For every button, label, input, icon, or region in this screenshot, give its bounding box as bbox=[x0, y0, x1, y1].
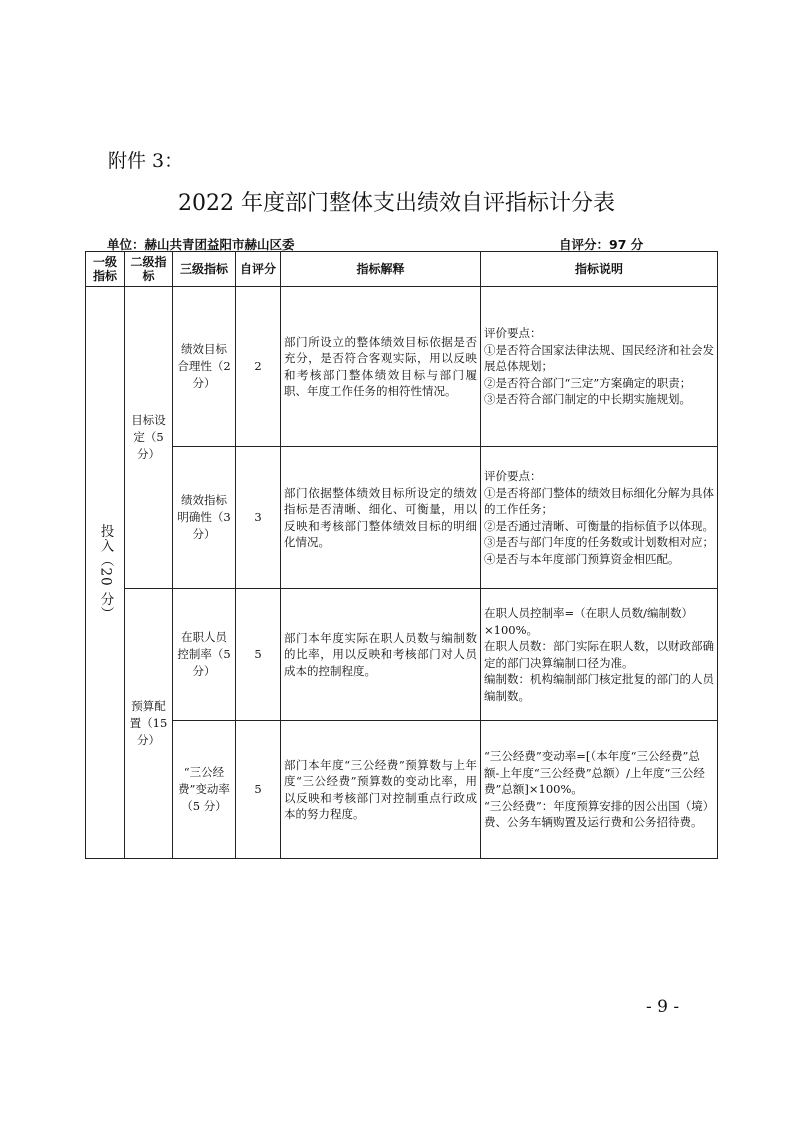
header-level2: 二级指标 bbox=[125, 252, 173, 287]
description-cell bbox=[481, 287, 718, 447]
description-line: ④是否与本年度部门预算资金相匹配。 bbox=[484, 551, 680, 566]
description-line: 在职人员数：部门实际在职人数，以财政部确定的部门决算编制口径为准。 bbox=[484, 639, 714, 670]
score-table bbox=[85, 251, 718, 859]
description-cell bbox=[481, 721, 718, 859]
description-line: ①是否符合国家法律法规、国民经济和社会发展总体规划； bbox=[484, 342, 714, 374]
page-number: - 9 - bbox=[646, 997, 680, 1017]
self-score-label: 自评分：97 分 bbox=[559, 237, 644, 252]
level3-cell: 绩效指标明确性（3 分） bbox=[173, 447, 236, 589]
explanation-cell: 部门本年度实际在职人员数与编制数的比率，用以反映和考核部门对人员成本的控制程度。 bbox=[281, 589, 481, 721]
attachment-label: 附件 3： bbox=[108, 150, 184, 172]
description-line: ①是否将部门整体的绩效目标细化分解为具体的工作任务； bbox=[484, 485, 714, 516]
header-description: 指标说明 bbox=[481, 252, 718, 287]
description-line: “三公经费”变动率=[（本年度“三公经费”总额-上年度“三公经费”总额）/上年度“三公经费”总额]×100%。 bbox=[484, 749, 705, 797]
header-level1: 一级指标 bbox=[86, 252, 125, 287]
level3-cell: 绩效目标合理性（2 分） bbox=[173, 287, 236, 447]
table-row bbox=[86, 589, 718, 721]
header-explanation: 指标解释 bbox=[281, 252, 481, 287]
level1-cell bbox=[86, 287, 125, 859]
header-row bbox=[86, 252, 718, 287]
description-line: ③是否符合部门制定的中长期实施规划。 bbox=[484, 392, 691, 407]
description-line: “三公经费”：年度预算安排的因公出国（境）费、公务车辆购置及运行费和公务招待费。 bbox=[484, 798, 709, 830]
score-cell: 5 bbox=[236, 589, 281, 721]
unit-label: 单位：赫山共青团益阳市赫山区委 bbox=[107, 237, 295, 252]
level2-cell: 目标设定（5 分） bbox=[125, 287, 173, 589]
description-line: ②是否通过清晰、可衡量的指标值予以体现。③是否与部门年度的任务数或计划数相对应； bbox=[484, 518, 714, 549]
description-line: 评价要点： bbox=[484, 469, 542, 483]
level2-cell: 预算配置（15 分） bbox=[125, 589, 173, 859]
score-cell: 3 bbox=[236, 447, 281, 589]
page-title: 2022 年度部门整体支出绩效自评指标计分表 bbox=[178, 191, 615, 216]
score-cell: 5 bbox=[236, 721, 281, 859]
explanation-cell: 部门所设立的整体绩效目标依据是否充分，是否符合客观实际，用以反映和考核部门整体绩效目标与部门履职、年度工作任务的相符性情况。 bbox=[281, 287, 481, 447]
score-cell: 2 bbox=[236, 287, 281, 447]
table-row bbox=[86, 447, 718, 589]
header-score: 自评分 bbox=[236, 252, 281, 287]
level3-cell: 在职人员控制率（5 分） bbox=[173, 589, 236, 721]
description-line: ②是否符合部门“三定”方案确定的职责； bbox=[484, 375, 692, 390]
table-row bbox=[86, 721, 718, 859]
level1-label: 投入（20 分） bbox=[97, 524, 114, 621]
explanation-cell: 部门依据整体绩效目标所设定的绩效指标是否清晰、细化、可衡量，用以反映和考核部门整体绩效目标的明细化情况。 bbox=[281, 447, 481, 589]
explanation-cell: 部门本年度“三公经费”预算数与上年度“三公经费”预算数的变动比率，用以反映和考核部门对控制重点行政成本的努力程度。 bbox=[281, 721, 481, 859]
description-line: 编制数：机构编制部门核定批复的部门的人员编制数。 bbox=[484, 672, 714, 703]
level3-cell: “三公经费”变动率（5 分） bbox=[173, 721, 236, 859]
table-row bbox=[86, 287, 718, 447]
description-cell bbox=[481, 589, 718, 721]
description-line: 评价要点： bbox=[484, 326, 542, 341]
header-level3: 三级指标 bbox=[173, 252, 236, 287]
description-line: 在职人员控制率=（在职人员数/编制数）×100%。 bbox=[484, 606, 694, 637]
description-cell bbox=[481, 447, 718, 589]
